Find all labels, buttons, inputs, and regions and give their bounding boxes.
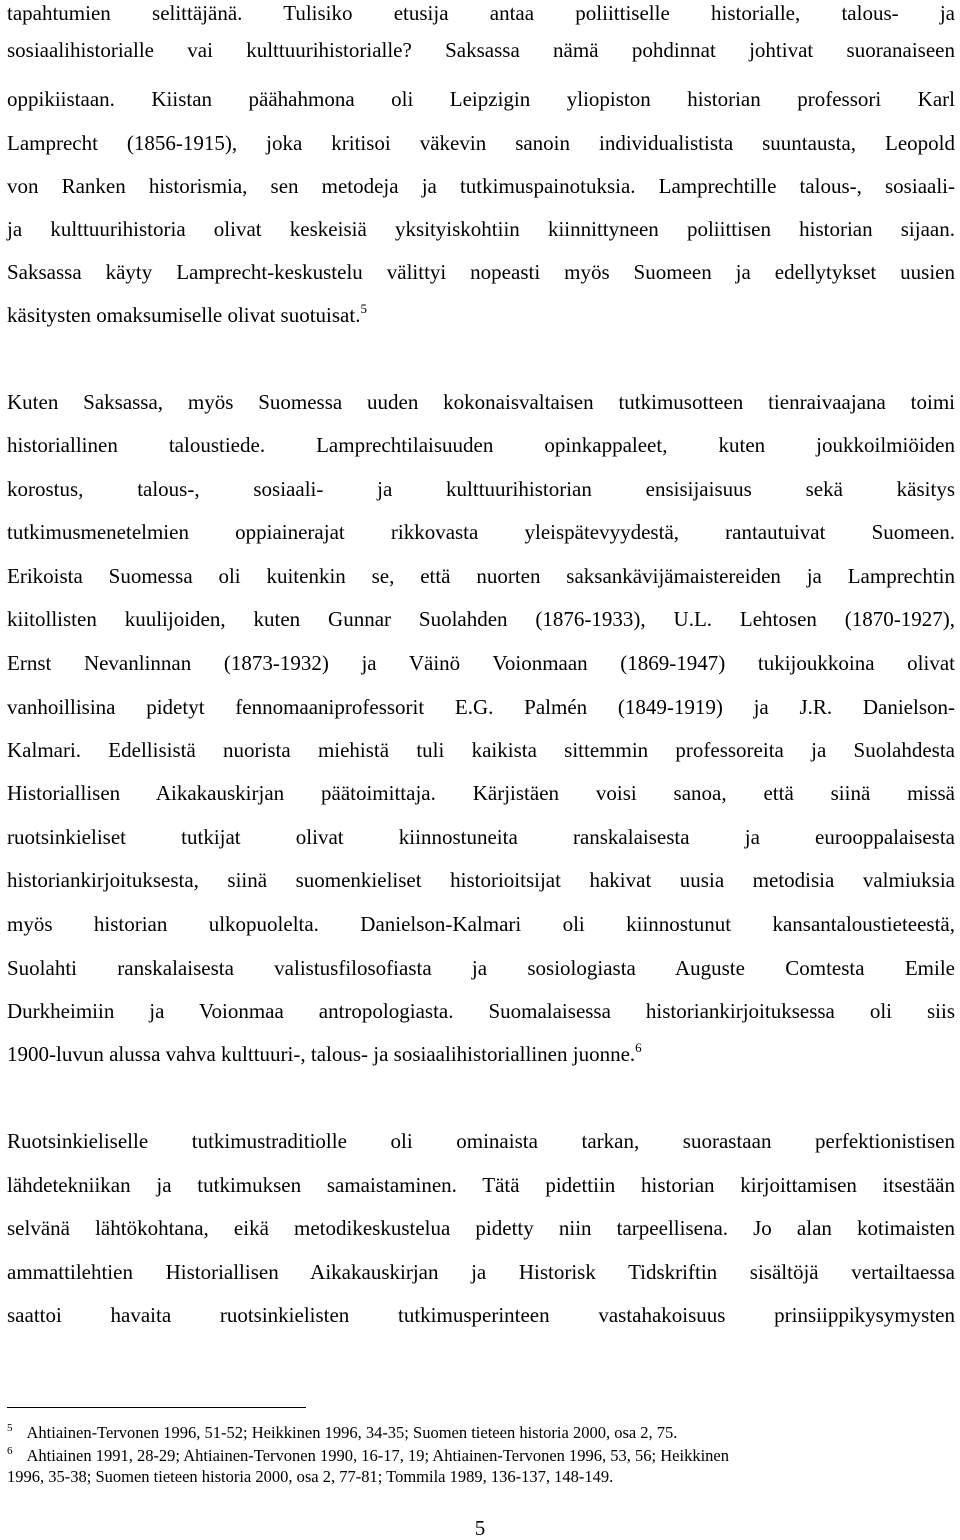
text-line: 1900-luvun alussa vahva kulttuuri-, talous- ja sosiaalihistoriallinen juonne. [7, 1042, 636, 1066]
text-line: Ruotsinkieliselle tutkimustraditiolle oli ominaista tarkan, suorastaan perfektionistisen [7, 1129, 955, 1153]
text-line: korostus, talous-, sosiaali- ja kulttuurihistorian ensisijaisuus sekä käsitys [7, 477, 955, 501]
text-line: ammattilehtien Historiallisen Aikakauskirjan ja Historisk Tidskriftin sisältöjä vertailtaessa [7, 1260, 955, 1284]
text-line: oppikiistaan. Kiistan päähahmona oli Leipzigin yliopiston historian professori Karl [7, 87, 955, 111]
footnote-continuation: 1996, 35-38; Suomen tieteen historia 2000, osa 2, 77-81; Tommila 1989, 136-137, 148-149. [7, 1467, 614, 1486]
text-line: historiankirjoituksesta, siinä suomenkieliset historioitsijat hakivat uusia metodisia valmiuksia [7, 868, 955, 892]
footnote [7, 1446, 955, 1466]
text-line-last [7, 1041, 955, 1067]
text-line: Erikoista Suomessa oli kuitenkin se, että nuorten saksankävijämaistereiden ja Lamprechtin [7, 564, 955, 588]
footnote-number: 5 [7, 1422, 13, 1434]
text-line: ruotsinkieliset tutkijat olivat kiinnostuneita ranskalaisesta ja eurooppalaisesta [7, 825, 955, 849]
text-line: myös historian ulkopuolelta. Danielson-Kalmari oli kiinnostunut kansantaloustieteestä, [7, 912, 955, 936]
text-line: käsitysten omaksumiselle olivat suotuisat. [7, 303, 361, 327]
text-line: Historiallisen Aikakauskirjan päätoimittaja. Kärjistäen voisi sanoa, että siinä missä [7, 781, 955, 805]
text-line-last [7, 302, 955, 328]
text-line: historiallinen taloustiede. Lamprechtilaisuuden opinkappaleet, kuten joukkoilmiöiden [7, 433, 955, 457]
text-line: von Ranken historismia, sen metodeja ja tutkimuspainotuksia. Lamprechtille talous-, sosiaali- [7, 174, 955, 198]
footnote-number: 6 [7, 1445, 13, 1457]
footnote-text: Ahtiainen-Tervonen 1996, 51-52; Heikkinen 1996, 34-35; Suomen tieteen historia 2000, osa 2, 75. [26, 1423, 678, 1442]
text-line: Saksassa käyty Lamprecht-keskustelu välittyi nopeasti myös Suomeen ja edellytykset uusien [7, 260, 955, 284]
text-line: vanhoillisina pidetyt fennomaaniprofessorit E.G. Palmén (1849-1919) ja J.R. Danielson- [7, 695, 955, 719]
text-line: tapahtumien selittäjänä. Tulisiko etusija antaa poliittiselle historialle, talous- ja [7, 1, 955, 25]
text-line: Lamprecht (1856-1915), joka kritisoi väkevin sanoin individualistista suuntausta, Leopold [7, 131, 955, 155]
footnote [7, 1423, 955, 1443]
text-line: ja kulttuurihistoria olivat keskeisiä yksityiskohtiin kiinnittyneen poliittisen historian sijaan. [7, 217, 955, 241]
text-line: tutkimusmenetelmien oppiainerajat rikkovasta yleispätevyydestä, rantautuivat Suomeen. [7, 520, 955, 544]
text-line: lähdetekniikan ja tutkimuksen samaistaminen. Tätä pidettiin historian kirjoittamisen itsestään [7, 1173, 955, 1197]
text-line: Ernst Nevanlinnan (1873-1932) ja Väinö Voionmaan (1869-1947) tukijoukkoina olivat [7, 651, 955, 675]
text-line: Kalmari. Edellisistä nuorista miehistä tuli kaikista sittemmin professoreita ja Suolahdesta [7, 738, 955, 762]
footnote-ref: 5 [360, 301, 367, 316]
footnote-text: Ahtiainen 1991, 28-29; Ahtiainen-Tervonen 1990, 16-17, 19; Ahtiainen-Tervonen 1996, 53, 56; Heikkinen [26, 1446, 729, 1465]
text-line: Durkheimiin ja Voionmaa antropologiasta. Suomalaisessa historiankirjoituksessa oli siis [7, 999, 955, 1023]
text-line: selvänä lähtökohtana, eikä metodikeskustelua pidetty niin tarpeellisena. Jo alan kotimaisten [7, 1216, 955, 1240]
text-line: saattoi havaita ruotsinkielisten tutkimusperinteen vastahakoisuus prinsiippikysymysten [7, 1303, 955, 1327]
text-line: kiitollisten kuulijoiden, kuten Gunnar Suolahden (1876-1933), U.L. Lehtosen (1870-1927), [7, 607, 955, 631]
footnote-ref: 6 [635, 1040, 642, 1055]
text-line: Kuten Saksassa, myös Suomessa uuden kokonaisvaltaisen tutkimusotteen tienraivaajana toimi [7, 390, 955, 414]
footnote-separator [7, 1407, 306, 1408]
text-line: sosiaalihistorialle vai kulttuurihistorialle? Saksassa nämä pohdinnat johtivat suoranaiseen [7, 38, 955, 62]
text-line: Suolahti ranskalaisesta valistusfilosofiasta ja sosiologiasta Auguste Comtesta Emile [7, 956, 955, 980]
page-number: 5 [474, 1516, 486, 1540]
